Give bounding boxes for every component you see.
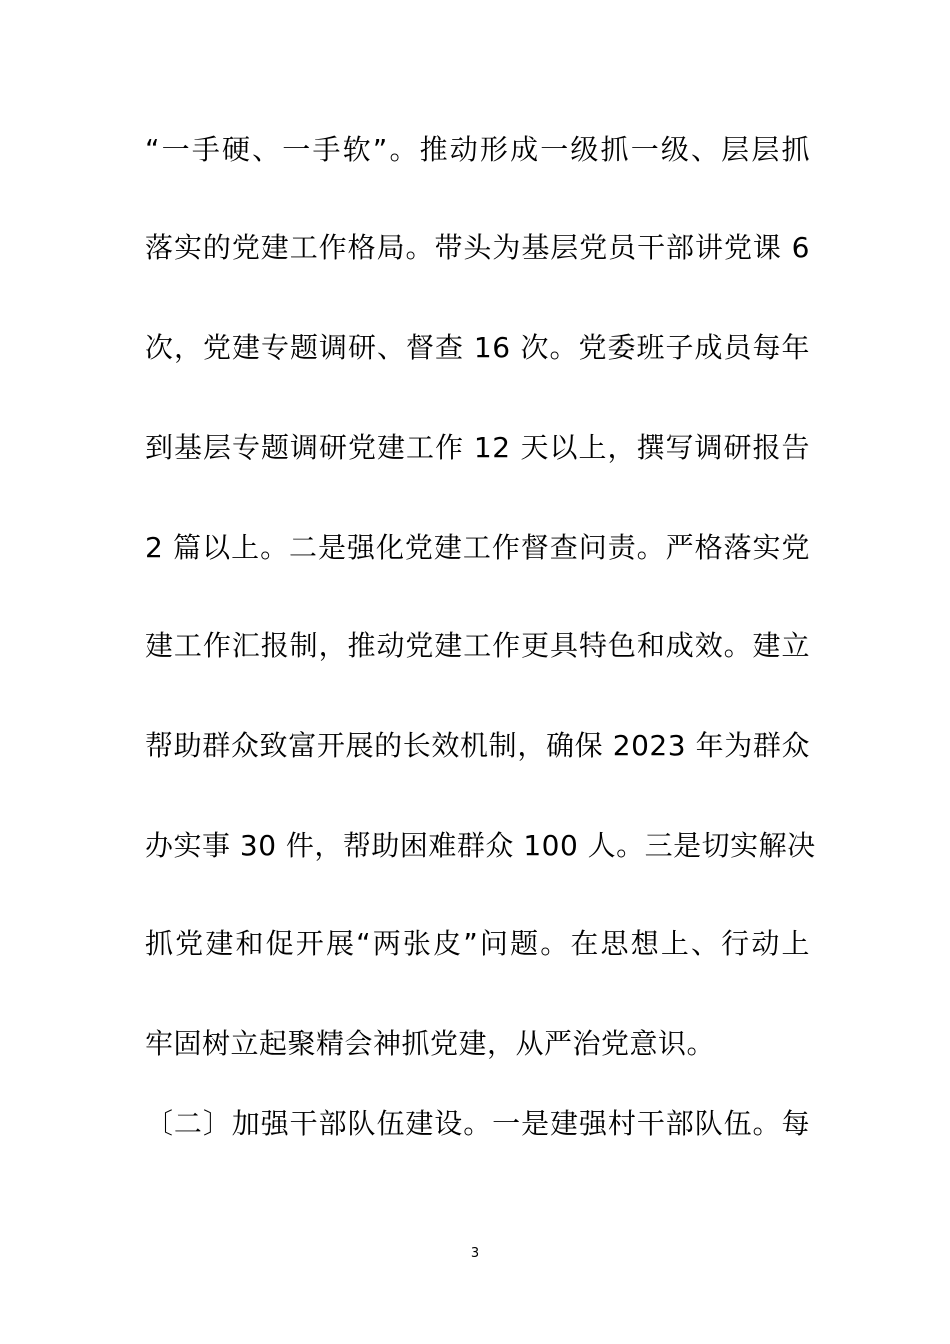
- text-line-8: 办实事 30 件，帮助困难群众 100 人。三是切实解决: [145, 829, 816, 862]
- text-line-11: 〔二〕加强干部队伍建设。一是建强村干部队伍。每: [145, 1107, 810, 1140]
- text-line-2: 落实的党建工作格局。带头为基层党员干部讲党课 6: [145, 231, 810, 264]
- text-line-1: “一手硬、一手软”。推动形成一级抓一级、层层抓: [145, 133, 810, 166]
- text-line-5: 2 篇以上。二是强化党建工作督查问责。严格落实党: [145, 531, 810, 564]
- text-line-3: 次，党建专题调研、督查 16 次。党委班子成员每年: [145, 331, 810, 364]
- page-number: 3: [470, 1246, 480, 1261]
- text-line-9: 抓党建和促开展“两张皮”问题。在思想上、行动上: [145, 927, 810, 960]
- text-line-6: 建工作汇报制，推动党建工作更具特色和成效。建立: [145, 629, 810, 662]
- text-line-4: 到基层专题调研党建工作 12 天以上，撰写调研报告: [145, 431, 810, 464]
- text-line-10: 牢固树立起聚精会神抓党建，从严治党意识。: [145, 1027, 716, 1060]
- text-line-7: 帮助群众致富开展的长效机制，确保 2023 年为群众: [145, 729, 810, 762]
